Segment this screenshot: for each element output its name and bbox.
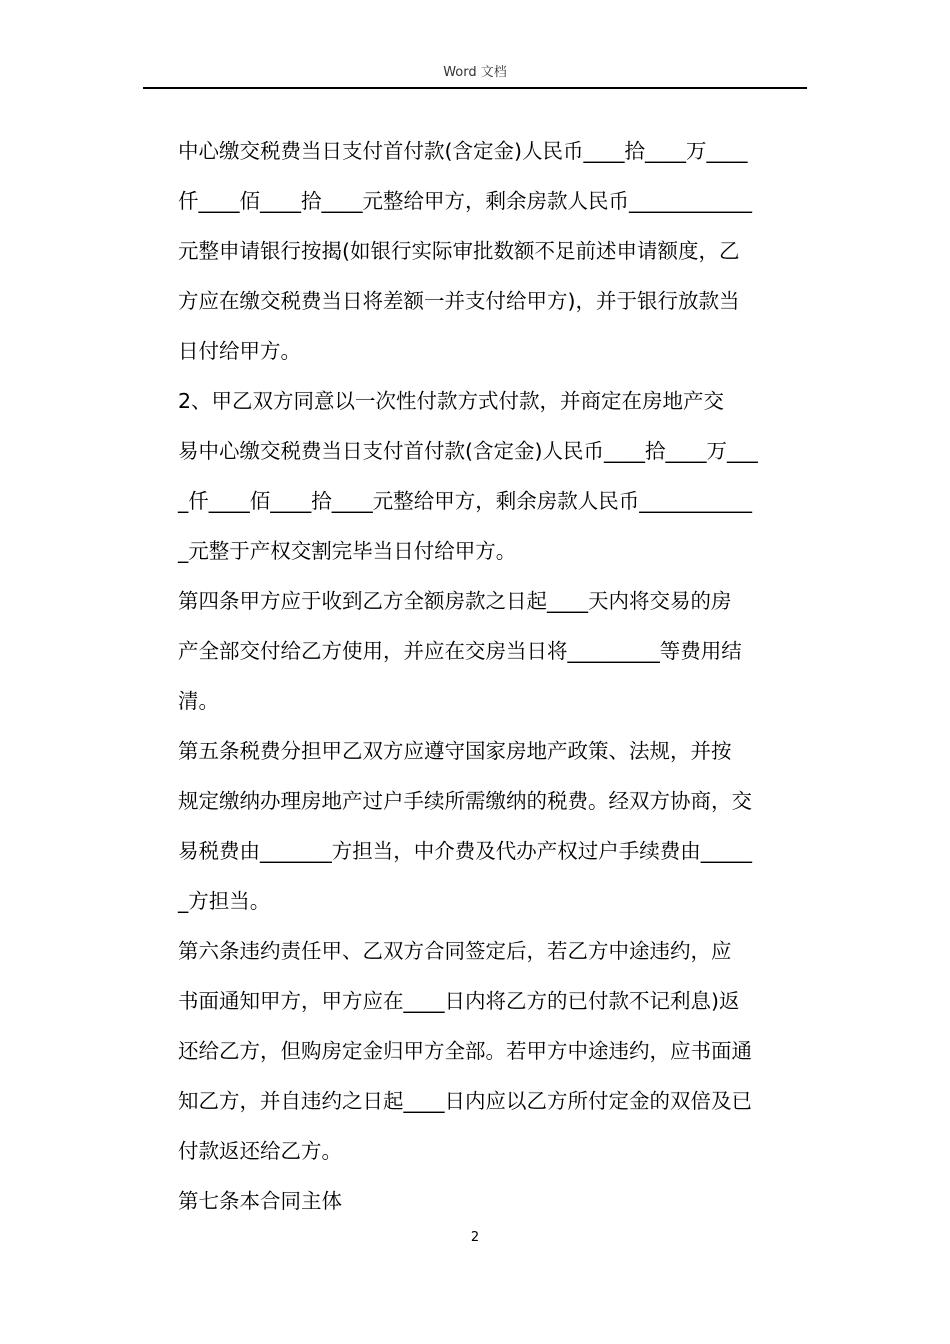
text-line: 方应在缴交税费当日将差额一并支付给甲方)，并于银行放款当 xyxy=(178,289,740,313)
text-line: 规定缴纳办理房地产过户手续所需缴纳的税费。经双方协商，交 xyxy=(178,789,752,813)
text-line: 易中心缴交税费当日支付首付款(含定金)人民币____拾____万___ xyxy=(178,439,758,463)
text-line: _元整于产权交割完毕当日付给甲方。 xyxy=(178,539,517,563)
text-line: 日付给甲方。 xyxy=(178,339,301,363)
text-line: _方担当。 xyxy=(178,889,271,913)
text-line: 第七条本合同主体 xyxy=(178,1189,342,1213)
text-line: 第四条甲方应于收到乙方全额房款之日起____天内将交易的房 xyxy=(178,589,732,613)
text-line: 付款返还给乙方。 xyxy=(178,1139,342,1163)
text-line: 元整申请银行按揭(如银行实际审批数额不足前述申请额度，乙 xyxy=(178,239,740,263)
text-line: 仟____佰____拾____元整给甲方，剩余房款人民币____________ xyxy=(178,189,752,213)
page-header: Word 文档 xyxy=(443,65,507,80)
header-divider xyxy=(143,87,807,89)
text-line: 书面通知甲方，甲方应在____日内将乙方的已付款不记利息)返 xyxy=(178,989,740,1013)
text-line: 中心缴交税费当日支付首付款(含定金)人民币____拾____万____ xyxy=(178,139,748,163)
text-line: 知乙方，并自违约之日起____日内应以乙方所付定金的双倍及已 xyxy=(178,1089,752,1113)
text-line: 第五条税费分担甲乙双方应遵守国家房地产政策、法规，并按 xyxy=(178,739,732,763)
text-line: _仟____佰____拾____元整给甲方，剩余房款人民币___________ xyxy=(178,489,752,513)
text-line: 易税费由_______方担当，中介费及代办产权过户手续费由_____ xyxy=(178,839,752,863)
text-line: 清。 xyxy=(178,689,219,713)
text-line: 2、甲乙双方同意以一次性付款方式付款，并商定在房地产交 xyxy=(178,389,725,413)
text-line: 第六条违约责任甲、乙双方合同签定后，若乙方中途违约，应 xyxy=(178,939,732,963)
text-line: 产全部交付给乙方使用，并应在交房当日将_________等费用结 xyxy=(178,639,742,663)
page-number: 2 xyxy=(470,1230,480,1245)
document-body xyxy=(178,126,808,1226)
text-line: 还给乙方，但购房定金归甲方全部。若甲方中途违约，应书面通 xyxy=(178,1039,752,1063)
